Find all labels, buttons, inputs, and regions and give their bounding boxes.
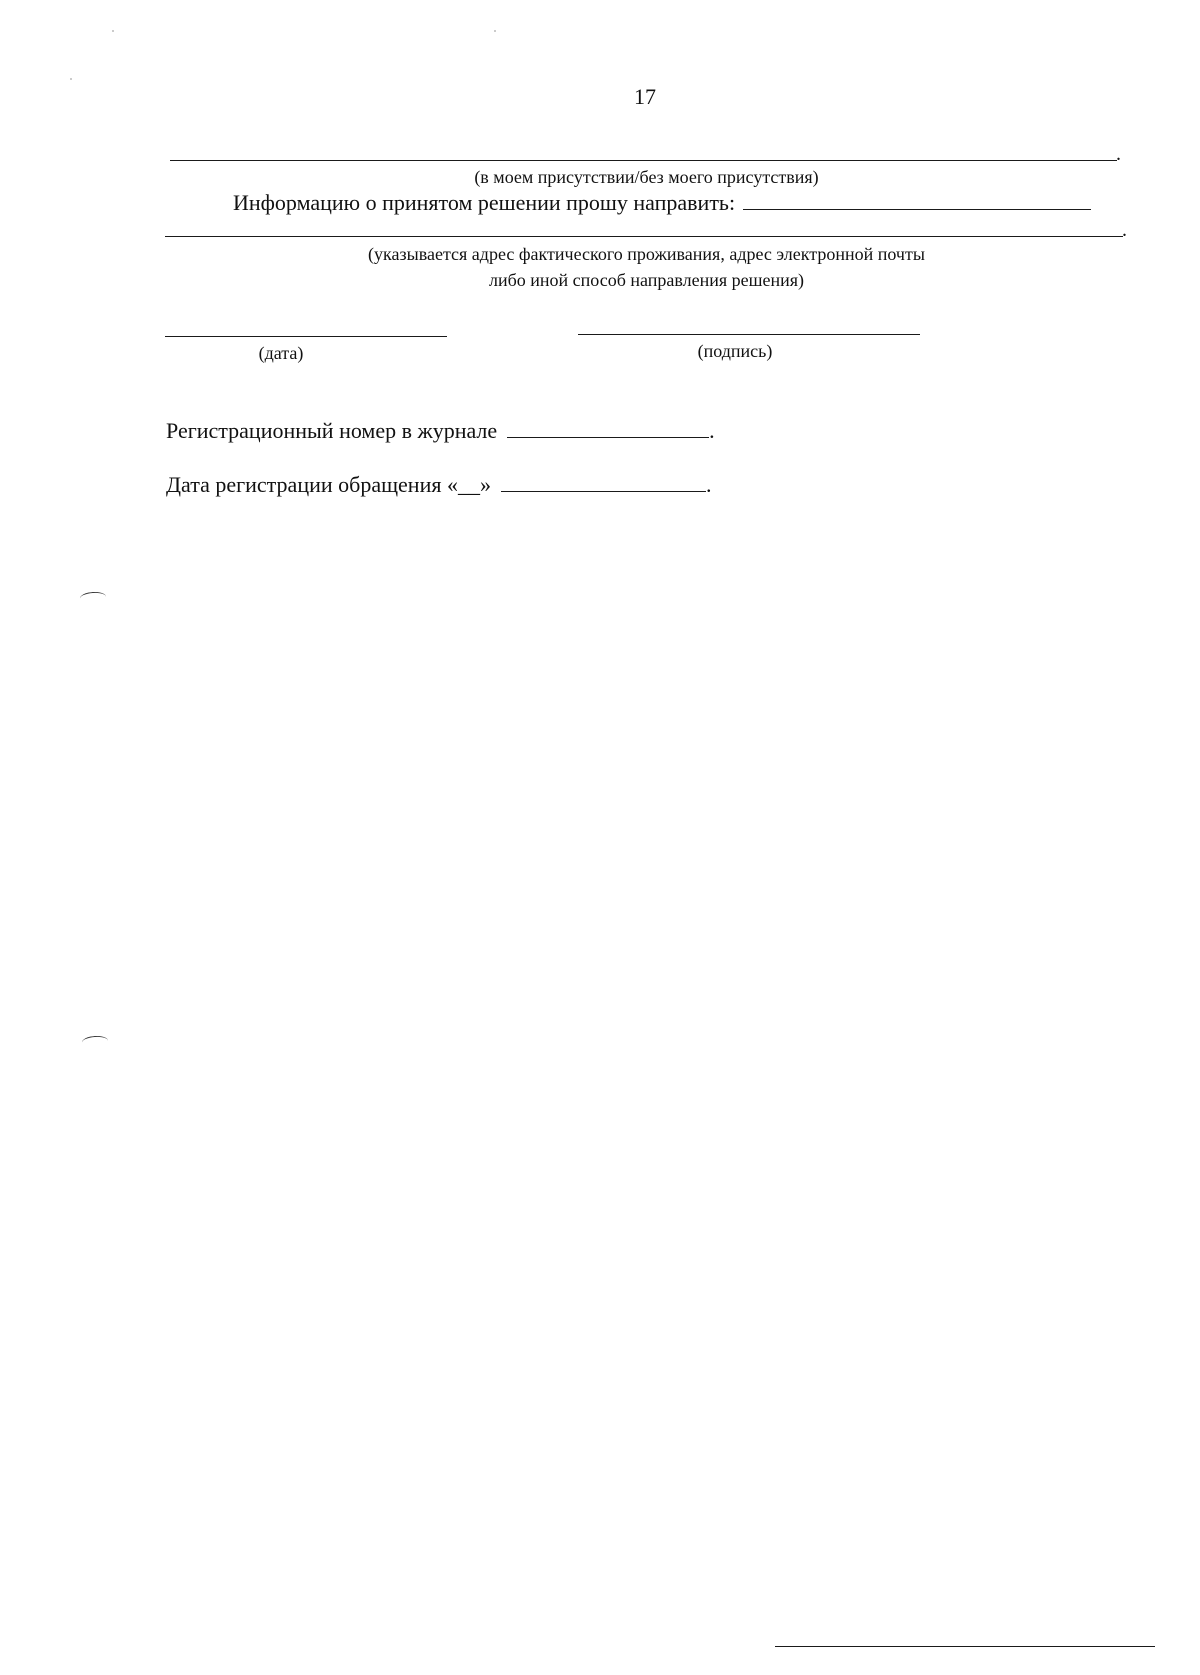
page-number: 17: [634, 84, 656, 109]
decision-request-fill-line[interactable]: [743, 209, 1091, 210]
decision-request-row: [233, 192, 1091, 214]
signature-caption: (подпись): [697, 341, 773, 361]
presence-fill-line[interactable]: [170, 160, 1117, 161]
presence-line-period: .: [1116, 143, 1121, 165]
registration-date-period: .: [705, 472, 712, 497]
date-fill-line[interactable]: [165, 336, 447, 337]
footer-separator-line: [775, 1646, 1155, 1647]
scan-punch-mark: [80, 591, 107, 604]
decision-request-label: Информацию о принятом решении прошу направить:: [233, 190, 736, 215]
scan-speck: [494, 30, 496, 32]
registration-number-row: [166, 420, 715, 442]
address-fill-line[interactable]: [165, 236, 1123, 237]
address-line-period: .: [1122, 219, 1127, 241]
scan-speck: [112, 30, 114, 32]
presence-caption: (в моем присутствии/без моего присутствия): [474, 167, 819, 187]
scan-speck: [70, 78, 72, 80]
address-caption-line1: (указывается адрес фактического проживания, адрес электронной почты: [368, 244, 925, 264]
registration-date-row: [166, 474, 711, 496]
registration-number-label: Регистрационный номер в журнале: [166, 418, 498, 443]
signature-fill-line[interactable]: [578, 334, 920, 335]
registration-date-fill-line[interactable]: [501, 491, 706, 492]
address-caption-line2: либо иной способ направления решения): [488, 270, 805, 290]
registration-number-period: .: [709, 418, 715, 443]
scan-punch-mark: [82, 1035, 109, 1048]
registration-date-label: Дата регистрации обращения «__»: [166, 472, 491, 497]
date-caption: (дата): [258, 343, 304, 363]
registration-number-fill-line[interactable]: [507, 437, 709, 438]
